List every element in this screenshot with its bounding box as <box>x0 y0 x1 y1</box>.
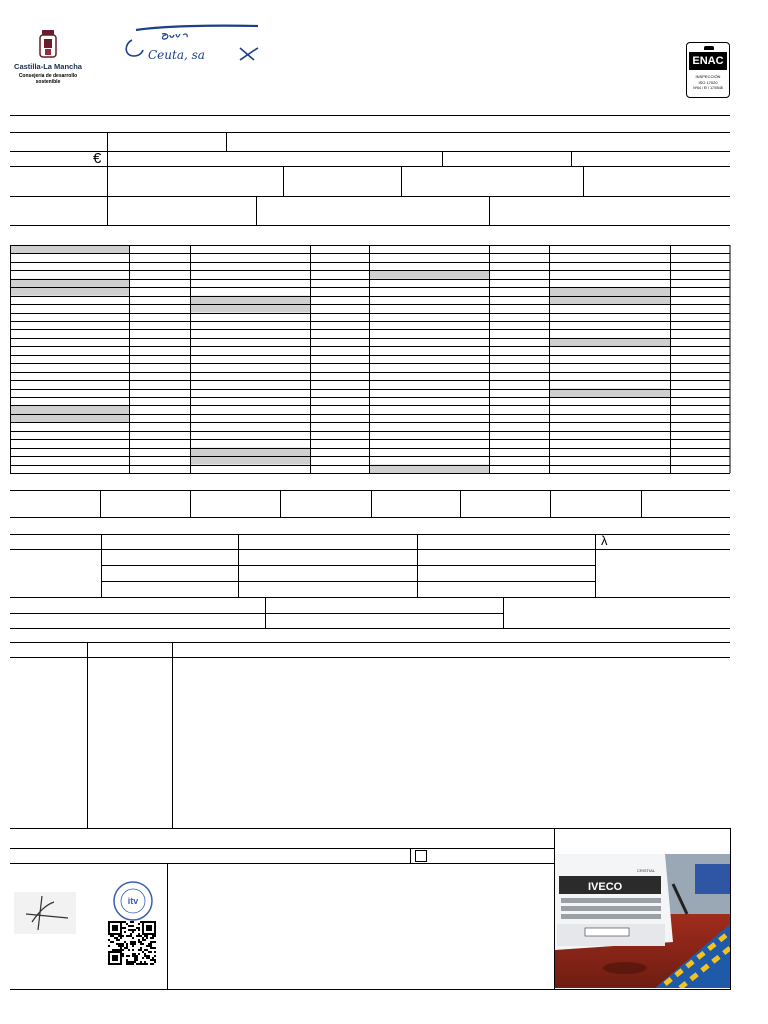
grid-shaded-cell <box>10 245 129 253</box>
qr-code-icon <box>108 921 156 965</box>
truck-photo <box>555 854 730 988</box>
company-signature-icon <box>122 22 262 72</box>
inspection-grid-lines <box>10 245 731 474</box>
jccm-dept-line1: Consejería de desarrollo <box>18 73 78 79</box>
svg-text:IVECO: IVECO <box>588 881 623 893</box>
euro-symbol: € <box>93 150 102 167</box>
grid-shaded-cell <box>369 270 489 278</box>
stamp-seal-icon <box>112 880 154 922</box>
svg-text:CRISTIAL: CRISTIAL <box>637 868 656 873</box>
grid-shaded-cell <box>549 338 670 346</box>
jccm-dept-line2: sostenible <box>35 79 61 85</box>
jccm-logo <box>10 28 86 88</box>
enac-line1: INSPECCIÓN <box>695 74 721 79</box>
truck-inspection-photo <box>555 854 730 988</box>
inspection-grid <box>10 245 731 474</box>
qr-code <box>108 921 156 965</box>
svg-text:itv: itv <box>127 896 139 906</box>
grid-shaded-cell <box>549 287 670 304</box>
enac-name: ENAC <box>689 52 727 70</box>
lambda-symbol: λ <box>601 533 608 548</box>
jccm-name: Castilla-La Mancha <box>14 62 82 71</box>
favorable-checkbox[interactable] <box>415 850 427 862</box>
crown-icon <box>704 46 714 50</box>
grid-shaded-cell <box>10 405 129 422</box>
signature-text: Ceuta, sa <box>148 48 205 62</box>
signature-scribble-icon <box>14 892 76 934</box>
inspector-signature <box>14 892 76 934</box>
enac-line3: Nº64 / EI / 17/0548 <box>693 86 723 90</box>
signature-logo <box>122 22 262 72</box>
coat-of-arms-icon <box>10 28 86 62</box>
company-stamp <box>112 880 154 922</box>
header-rule <box>10 115 730 116</box>
enac-line2: ISO 17020 <box>698 80 718 85</box>
enac-logo <box>686 42 730 98</box>
